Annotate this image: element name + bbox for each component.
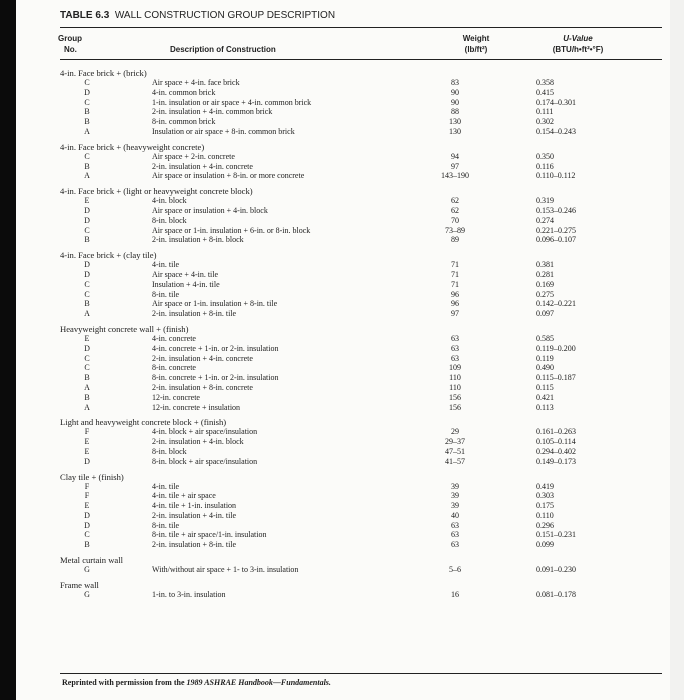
- group-cell: C: [84, 151, 90, 161]
- u-value-cell: 0.303: [536, 491, 554, 501]
- description-cell: 2-in. insulation + 4-in. concrete: [152, 353, 253, 363]
- description-cell: Insulation or air space + 8-in. common brick: [152, 126, 295, 136]
- weight-cell: 71: [451, 279, 459, 289]
- description-cell: 4-in. block: [152, 196, 187, 206]
- table-row: [60, 127, 660, 137]
- table-row: [60, 162, 660, 172]
- u-value-cell: 0.275: [536, 289, 554, 299]
- description-cell: 2-in. insulation + 4-in. common brick: [152, 107, 273, 117]
- table-section: [60, 68, 660, 137]
- table-section: [60, 555, 660, 575]
- table-row: [60, 280, 660, 290]
- description-cell: Air space or 1-in. insulation + 8-in. tile: [152, 299, 278, 309]
- description-cell: 2-in. insulation + 8-in. block: [152, 235, 244, 245]
- group-cell: D: [84, 269, 90, 279]
- table-section: [60, 250, 660, 319]
- table-row: [60, 511, 660, 521]
- group-cell: A: [84, 171, 90, 181]
- u-value-cell: 0.081–0.178: [536, 589, 576, 599]
- u-value-cell: 0.169: [536, 279, 554, 289]
- group-cell: F: [84, 481, 90, 491]
- weight-cell: 41–57: [445, 456, 465, 466]
- weight-cell: 89: [451, 235, 459, 245]
- table-row: [60, 447, 660, 457]
- weight-cell: 96: [451, 299, 459, 309]
- table-row: [60, 403, 660, 413]
- u-value-cell: 0.281: [536, 269, 554, 279]
- weight-cell: 63: [451, 353, 459, 363]
- weight-cell: 62: [451, 205, 459, 215]
- description-cell: Air space or 1-in. insulation + 6-in. or 8-in. block: [152, 225, 311, 235]
- description-cell: 8-in. tile + air space/1-in. insulation: [152, 530, 267, 540]
- table-body: [60, 68, 660, 600]
- u-value-cell: 0.110: [536, 510, 554, 520]
- group-cell: D: [84, 87, 90, 97]
- u-value-cell: 0.105–0.114: [536, 437, 576, 447]
- group-cell: D: [84, 510, 90, 520]
- table-row: [60, 501, 660, 511]
- weight-cell: 109: [449, 363, 461, 373]
- table-row: [60, 290, 660, 300]
- weight-cell: 29: [451, 427, 459, 437]
- description-cell: 2-in. insulation + 8-in. concrete: [152, 382, 253, 392]
- u-value-cell: 0.110–0.112: [536, 171, 576, 181]
- table-row: [60, 590, 660, 600]
- table-row: [60, 98, 660, 108]
- weight-cell: 94: [451, 151, 459, 161]
- weight-cell: 97: [451, 309, 459, 319]
- description-cell: Air space or insulation + 4-in. block: [152, 205, 268, 215]
- description-cell: 4-in. tile: [152, 260, 180, 270]
- section-title: Clay tile + (finish): [60, 471, 124, 482]
- u-value-cell: 0.142–0.221: [536, 299, 576, 309]
- description-cell: 4-in. tile + 1-in. insulation: [152, 501, 237, 511]
- section-title: Light and heavyweight concrete block + (finish): [60, 417, 227, 428]
- source-title: 1989 ASHRAE Handbook—Fundamentals.: [186, 678, 331, 687]
- table-section: [60, 324, 660, 412]
- weight-cell: 97: [451, 161, 459, 171]
- weight-cell: 83: [451, 78, 459, 87]
- u-value-cell: 0.415: [536, 87, 554, 97]
- table-row: [60, 383, 660, 393]
- u-value-cell: 0.153–0.246: [536, 205, 576, 215]
- table-row: [60, 437, 660, 447]
- u-value-cell: 0.096–0.107: [536, 235, 576, 245]
- header-weight-line1: Weight: [462, 34, 490, 43]
- u-value-cell: 0.419: [536, 481, 554, 491]
- table-row: [60, 117, 660, 127]
- source-prefix: Reprinted with permission from the: [62, 678, 187, 687]
- description-cell: 8-in. common brick: [152, 117, 216, 127]
- section-title: Metal curtain wall: [60, 555, 123, 566]
- table-section: [60, 142, 660, 181]
- description-cell: 8-in. tile: [152, 289, 180, 299]
- group-cell: D: [84, 520, 90, 530]
- table-row: [60, 334, 660, 344]
- table-row: [60, 530, 660, 540]
- description-cell: Air space or insulation + 8-in. or more concrete: [152, 171, 305, 181]
- u-value-cell: 0.113: [536, 402, 554, 412]
- group-cell: D: [84, 205, 90, 215]
- weight-cell: 47–51: [445, 446, 465, 456]
- u-value-cell: 0.490: [536, 363, 554, 373]
- table-row: [60, 457, 660, 467]
- u-value-cell: 0.274: [536, 215, 554, 225]
- u-value-cell: 0.585: [536, 333, 554, 343]
- group-cell: E: [84, 437, 90, 447]
- u-value-cell: 0.421: [536, 392, 554, 402]
- description-cell: 8-in. concrete: [152, 363, 196, 373]
- u-value-cell: 0.119: [536, 353, 554, 363]
- table-row: [60, 171, 660, 181]
- section-title: 4-in. Face brick + (brick): [60, 68, 147, 78]
- u-value-cell: 0.161–0.263: [536, 427, 576, 437]
- description-cell: 2-in. insulation + 8-in. tile: [152, 309, 237, 319]
- weight-cell: 143–190: [441, 171, 469, 181]
- group-cell: D: [84, 215, 90, 225]
- u-value-cell: 0.294–0.402: [536, 446, 576, 456]
- u-value-cell: 0.221–0.275: [536, 225, 576, 235]
- group-cell: G: [84, 565, 90, 575]
- weight-cell: 70: [451, 215, 459, 225]
- group-cell: B: [84, 299, 90, 309]
- description-cell: 8-in. block + air space/insulation: [152, 456, 258, 466]
- section-title: Frame wall: [60, 579, 99, 590]
- weight-cell: 96: [451, 289, 459, 299]
- weight-cell: 71: [451, 269, 459, 279]
- weight-cell: 63: [451, 333, 459, 343]
- weight-cell: 63: [451, 520, 459, 530]
- description-cell: 2-in. insulation + 4-in. concrete: [152, 161, 253, 171]
- description-cell: 12-in. concrete + insulation: [152, 402, 241, 412]
- right-margin: [670, 0, 684, 700]
- weight-cell: 16: [451, 589, 459, 599]
- table-row: [60, 309, 660, 319]
- top-rule: [60, 27, 662, 28]
- group-cell: A: [84, 402, 90, 412]
- source-note: [62, 678, 331, 687]
- header-weight-line2: (lb/ft²): [464, 45, 488, 54]
- group-cell: B: [84, 373, 90, 383]
- description-cell: 4-in. common brick: [152, 87, 216, 97]
- weight-cell: 156: [449, 392, 461, 402]
- table-section: [60, 417, 660, 466]
- group-cell: C: [84, 225, 90, 235]
- table-row: [60, 226, 660, 236]
- u-value-cell: 0.174–0.301: [536, 97, 576, 107]
- description-cell: 8-in. concrete + 1-in. or 2-in. insulation: [152, 373, 279, 383]
- weight-cell: 130: [449, 126, 461, 136]
- table-row: [60, 235, 660, 245]
- table-row: [60, 491, 660, 501]
- description-cell: Air space + 4-in. tile: [152, 269, 219, 279]
- left-margin-shadow: [0, 0, 16, 700]
- u-value-cell: 0.358: [536, 78, 554, 87]
- group-cell: B: [84, 107, 90, 117]
- table-row: [60, 373, 660, 383]
- u-value-cell: 0.097: [536, 309, 554, 319]
- table-section: [60, 472, 660, 551]
- weight-cell: 90: [451, 97, 459, 107]
- u-value-cell: 0.149–0.173: [536, 456, 576, 466]
- table-row: [60, 216, 660, 226]
- table-row: [60, 196, 660, 206]
- table-row: [60, 270, 660, 280]
- group-cell: F: [84, 491, 90, 501]
- table-row: [60, 344, 660, 354]
- table-row: [60, 78, 660, 88]
- table-row: [60, 299, 660, 309]
- u-value-cell: 0.350: [536, 151, 554, 161]
- weight-cell: 110: [449, 382, 461, 392]
- header-rule: [60, 59, 662, 60]
- header-weight: [456, 33, 496, 55]
- group-cell: C: [84, 97, 90, 107]
- description-cell: 8-in. tile: [152, 520, 180, 530]
- section-title: 4-in. Face brick + (heavyweight concrete): [60, 141, 205, 152]
- description-cell: 2-in. insulation + 4-in. block: [152, 437, 244, 447]
- weight-cell: 73–89: [445, 225, 465, 235]
- description-cell: 4-in. tile + air space: [152, 491, 216, 501]
- u-value-cell: 0.115–0.187: [536, 373, 576, 383]
- u-value-cell: 0.091–0.230: [536, 565, 576, 575]
- weight-cell: 90: [451, 87, 459, 97]
- group-cell: B: [84, 161, 90, 171]
- group-cell: D: [84, 343, 90, 353]
- group-cell: E: [84, 501, 90, 511]
- group-cell: A: [84, 126, 90, 136]
- weight-cell: 88: [451, 107, 459, 117]
- description-cell: 4-in. concrete: [152, 333, 196, 343]
- u-value-cell: 0.115: [536, 382, 554, 392]
- weight-cell: 40: [451, 510, 459, 520]
- weight-cell: 156: [449, 402, 461, 412]
- table-row: [60, 565, 660, 575]
- group-cell: A: [84, 382, 90, 392]
- group-cell: C: [84, 363, 90, 373]
- u-value-cell: 0.154–0.243: [536, 126, 576, 136]
- description-cell: Air space + 2-in. concrete: [152, 151, 235, 161]
- table-row: [60, 482, 660, 492]
- table-section: [60, 186, 660, 245]
- weight-cell: 63: [451, 343, 459, 353]
- group-cell: E: [84, 333, 90, 343]
- group-cell: B: [84, 540, 90, 550]
- bottom-rule: [60, 673, 662, 674]
- weight-cell: 39: [451, 501, 459, 511]
- section-title: 4-in. Face brick + (light or heavyweight concrete block): [60, 186, 253, 197]
- header-u-value: [536, 33, 620, 55]
- description-cell: 4-in. block + air space/insulation: [152, 427, 258, 437]
- section-title: Heavyweight concrete wall + (finish): [60, 323, 189, 334]
- description-cell: Air space + 4-in. face brick: [152, 78, 240, 87]
- description-cell: 2-in. insulation + 8-in. tile: [152, 540, 237, 550]
- header-group: [58, 33, 86, 55]
- weight-cell: 62: [451, 196, 459, 206]
- group-cell: C: [84, 530, 90, 540]
- group-cell: D: [84, 456, 90, 466]
- header-group-line2: No.: [64, 45, 77, 54]
- table-row: [60, 107, 660, 117]
- table-row: [60, 88, 660, 98]
- header-description: Description of Construction: [170, 45, 276, 54]
- description-cell: 4-in. tile: [152, 481, 180, 491]
- weight-cell: 29–37: [445, 437, 465, 447]
- table-row: [60, 427, 660, 437]
- u-value-cell: 0.381: [536, 260, 554, 270]
- table-row: [60, 354, 660, 364]
- description-cell: 8-in. block: [152, 215, 187, 225]
- weight-cell: 110: [449, 373, 461, 383]
- description-cell: 12-in. concrete: [152, 392, 200, 402]
- group-cell: F: [84, 427, 90, 437]
- u-value-cell: 0.116: [536, 161, 554, 171]
- table-row: [60, 152, 660, 162]
- table-section: [60, 580, 660, 600]
- u-value-cell: 0.319: [536, 196, 554, 206]
- table-row: [60, 521, 660, 531]
- description-cell: 1-in. to 3-in. insulation: [152, 589, 226, 599]
- header-u-line2: (BTU/h•ft²•°F): [552, 45, 604, 54]
- weight-cell: 5–6: [449, 565, 461, 575]
- description-cell: 1-in. insulation or air space + 4-in. common brick: [152, 97, 312, 107]
- table-row: [60, 260, 660, 270]
- group-cell: C: [84, 289, 90, 299]
- u-value-cell: 0.119–0.200: [536, 343, 576, 353]
- group-cell: B: [84, 392, 90, 402]
- weight-cell: 63: [451, 540, 459, 550]
- group-cell: C: [84, 279, 90, 289]
- u-value-cell: 0.175: [536, 501, 554, 511]
- weight-cell: 130: [449, 117, 461, 127]
- u-value-cell: 0.151–0.231: [536, 530, 576, 540]
- table-row: [60, 540, 660, 550]
- u-value-cell: 0.099: [536, 540, 554, 550]
- table-row: [60, 206, 660, 216]
- u-value-cell: 0.302: [536, 117, 554, 127]
- description-cell: 4-in. concrete + 1-in. or 2-in. insulation: [152, 343, 279, 353]
- weight-cell: 39: [451, 491, 459, 501]
- section-title: 4-in. Face brick + (clay tile): [60, 250, 157, 261]
- table-label: TABLE 6.3: [60, 10, 110, 21]
- weight-cell: 71: [451, 260, 459, 270]
- group-cell: A: [84, 309, 90, 319]
- group-cell: C: [84, 78, 90, 87]
- table-caption: WALL CONSTRUCTION GROUP DESCRIPTION: [114, 10, 336, 21]
- u-value-cell: 0.296: [536, 520, 554, 530]
- group-cell: G: [84, 589, 90, 599]
- description-cell: Insulation + 4-in. tile: [152, 279, 220, 289]
- weight-cell: 39: [451, 481, 459, 491]
- table-row: [60, 363, 660, 373]
- description-cell: 8-in. block: [152, 446, 187, 456]
- table-row: [60, 393, 660, 403]
- table-title: [60, 10, 335, 21]
- group-cell: E: [84, 196, 90, 206]
- weight-cell: 63: [451, 530, 459, 540]
- group-cell: B: [84, 117, 90, 127]
- description-cell: 2-in. insulation + 4-in. tile: [152, 510, 237, 520]
- description-cell: With/without air space + 1- to 3-in. insulation: [152, 565, 299, 575]
- group-cell: D: [84, 260, 90, 270]
- group-cell: B: [84, 235, 90, 245]
- u-value-cell: 0.111: [536, 107, 554, 117]
- header-u-line1: U-Value: [563, 34, 593, 43]
- group-cell: C: [84, 353, 90, 363]
- header-group-line1: Group: [58, 34, 82, 43]
- group-cell: E: [84, 446, 90, 456]
